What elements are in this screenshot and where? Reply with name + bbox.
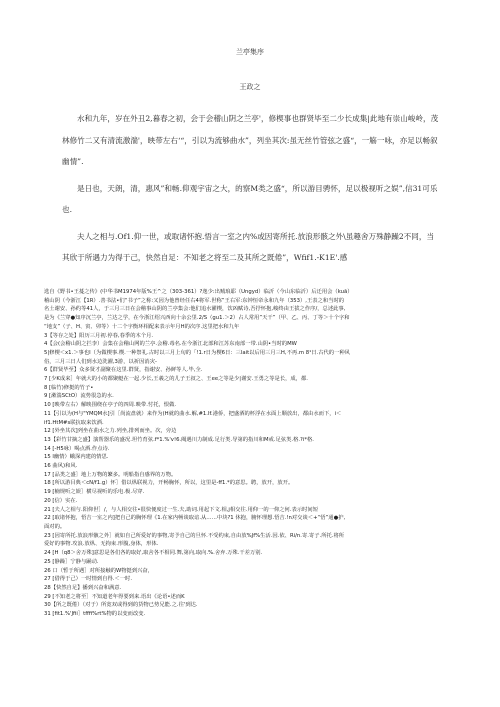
footnote-line: 面对的。 (44, 523, 66, 530)
footnote-line: 18 [所以游目典＜cN/f1.g）怀］借以纵联视力，开畅胸怀，所以，这里是-ff1.*的意思。聘，放开，放开。 (44, 480, 294, 487)
footnote-line: 26 口（暂于所遇］对所接触的W物挺到兴奋， (44, 567, 154, 574)
footnote-line: 8 [临竹)修挺的竹子• (44, 384, 94, 391)
footnote-line: 24 [H（q8＞舍万殊]意思是各们各的取好,取舍各不相同.舞,第向,取向.%.舍弃.万殊.干差万别. (44, 550, 263, 557)
footnote-line: 俗，三月三日人们到水边洗濯,3游，以祈因消灾- (44, 358, 157, 365)
document-author: 王政之 (239, 83, 261, 91)
footnote-line: 12 [外坐其次]列坐在曲水之力.列坐,排列而坐。次，旁边 (44, 428, 177, 435)
paragraph: 水和九年，岁在外丑2,暮春之初，会于会稽山阴之兰亭'，修楔事也群贤毕至二少长成集|此地有崇山峻岭，茂林修竹二又有清流激湍'，映带左右‘“，引以为流够曲水”，列坐其次:虽无丝竹管弦之盛“，一觞一咏，亦足以畅叙幽情”. (62, 114, 439, 166)
footnote-line: 14 [-H5咏）喝点酒.作点诗. (44, 445, 110, 452)
footnote-line: 19 [楠规听之娱］横尽视听的乐电.极.尽穿. (44, 489, 145, 496)
footnote-line: 6【群贤毕至】众多贤才副聚在这里.群贤，指谢安、孙鲜等人.毕,全. (44, 367, 203, 374)
footnote-line: 15 l幽情）蛾深内建的情思. (44, 454, 109, 461)
footnote-line: 爱好的事物.攻浪.放纵、无拘束.形腹,身体，形体. (44, 541, 159, 548)
footnote-line: 名土谢安、孙约等41人，于三月三日在会稽事山阴的兰亭集会:他们追水濯楔，饮凶赋诗,吾抒怀抱,峻终由王拔之作序/，总述此事, (44, 306, 346, 313)
footnote-line: 20 [信）实在. (44, 497, 78, 504)
paragraph: 是日也，天朗，清，惠风”和畅.仰观宇宙之大，的察M类之盛“，所以游目骋怀，足以极视听之娱”,信31可乐也. (62, 183, 438, 214)
footnote-line: 10 [映带左右）解映围绕在亭子的四周.映带.忖托，恨做. (44, 402, 177, 409)
footnote-line: 28【快然自足】播到兴奋和满意. (44, 584, 122, 591)
footnote-line: if1.HtM#s联抗取来饮酒. (44, 419, 104, 426)
footnote-line: “地支”（子、H、寅、卯等）十二个字衡环相配来表示年月H的次序.这里把水和九年 (44, 323, 240, 330)
footnote-line: 4【会(会稽山阴之拦李）会集在会稽山网的兰亭.会稽.毒名.在今浙江北部和江苏东南部一带.山阴•当时的MW (44, 341, 297, 348)
footnote-line: 11【引以为(H与"YMQM水]引［尚流盘就）来作为(H就的曲水.解,#1.If.港侨，把盛酒的杯浮在水面上顺放出，都由水而下，i＜ (44, 410, 342, 417)
footnote-line: 稽山阴（今浙江【1R）.善书法•们“书子”之称:又因为他曾经任右4将军.世称”王右军:东钟恒帝永和九年（353）,王表之和当时的 (44, 297, 345, 304)
footnote-line: 23 [因寄所托.放浪形骸之外］就如自己所爱好的事物,寄予自己的旦怀.不受约束,自由放%Jf%生活.因.依、Ri/n.寄.寄子.所托.将所 (44, 532, 345, 539)
main-text (62, 108, 440, 274)
footnote-line: 22 [取诸怀抱，悟吉一室之内]把自己的胸怀理《1.在家内畅谈取谙.从……中块?1 休抱，腑怀理想.悟吉.!n对交谈＜+“悟”通●护, (44, 515, 346, 522)
paragraph: 夫人之相与.Of1.仰一世，或取诸怀抱.悟言一室之内%或因寄所托.放浪形骸之外\虽趣舍万殊静躁2不同，当其欣于所遇力为得于己，快然自足：不知老之将至二及其所之既倦”，Wfif1.-K1E'.感 (62, 231, 435, 262)
footnote-line: 30【所之既倦）（对于）所宽双或得到的货物已势兄能.之.往'到达. (44, 602, 198, 609)
footnote-line: 27 [借得于己）一时情到自得.＜一时. (44, 576, 133, 583)
document-title: 兰亭集序 (236, 48, 264, 56)
footnote-line: 29 [不知老之将至］不知道老年得要到来.语出《论语•述而K (44, 593, 185, 600)
footnote-line: 5|修楔＜x1.＞事也I（为做楔事.楔.一种祭礼.古时以三月上旬的「!1.r日为楔6日：三lait以后用三月三H,不再.m 8¹日.古代的一种风 (44, 349, 350, 356)
footnote-line: 是为《兰穿●知序沉兰亭，兰达之学，在今浙江绍兴西向十余公里.2/S（gu1.＞2）占人常用”天干”（甲、乙、丙、丁等＞十个字和 (44, 315, 350, 322)
footnote-line: 选自《野书•王蔓之传》(中华书M1974年版%王^之（303-361）?逸少:出贼琅耶（Ungyd）临沂（今山东临沂）后迁用会（kuā） (44, 289, 353, 295)
footnote-line: 17 [品类之盛］地上万物的繁多。明船指自感界的万物。 (44, 471, 177, 478)
footnote-line: 31 [fit1.%'Jfii］tfffi%rt%物的以变而改变. (44, 611, 146, 618)
footnote-line: 3【等存之处】阳历三月初.停春,春季的木个月. (44, 332, 154, 339)
footnote-line: 21 [夫人之相与.阳仰世］/，与人相交往•很快便度过一生.夫,助词.用起下文.相,j相交往.用仰一的一仰之何.表示时间短 (44, 506, 319, 513)
footnote-line: 13【彩竹甘摘之盛】演帮器乐的盛况.坦竹育弦.f*1.%'v!6.阉遇川力制成.足行类.导第的指川和M戒.足弦类.格.?i*格. (44, 436, 314, 443)
footnote-line: 9 [漱湍SCtO）流势很急的水. (44, 393, 114, 400)
footnote-line: 25 [静躁］宁静与踊动. (44, 558, 99, 565)
footnote-line: 16 曲风)和风. (44, 463, 78, 470)
footnote-line: 7 [少K成来］年就大的小的都聚艇在一起.少长,王羲之的儿子王叔之、王ee之等是少|谢安.王勇之等是长，成，都. (44, 376, 308, 383)
footnotes (44, 288, 460, 619)
